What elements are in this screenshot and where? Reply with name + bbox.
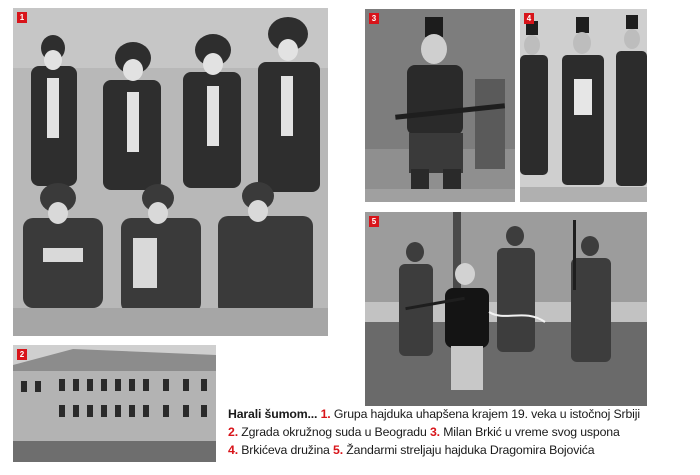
caption-text-3: Milan Brkić u vreme svog uspona — [443, 425, 620, 439]
caption-number-2: 2. — [228, 425, 238, 439]
caption-number-4: 4. — [228, 443, 238, 457]
photo-number-badge-1: 1 — [17, 12, 27, 23]
photo-gendarmes-execution — [365, 212, 647, 406]
photo-hajduk-group — [13, 8, 328, 336]
caption-text-4: Brkićeva družina — [241, 443, 330, 457]
caption-text-5: Žandarmi streljaju hajduka Dragomira Bojovića — [346, 443, 595, 457]
photo-number-badge-4: 4 — [524, 13, 534, 24]
caption-lead: Harali šumom... — [228, 407, 318, 421]
photo-gendarmes-execution-image — [365, 212, 647, 406]
caption-line-2 — [228, 423, 698, 441]
photo-number-badge-5: 5 — [369, 216, 379, 227]
photo-court-building-image — [13, 345, 216, 462]
photo-court-building — [13, 345, 216, 462]
photo-milan-brkic-image — [365, 9, 515, 202]
photo-number-badge-2: 2 — [17, 349, 27, 360]
caption-text-2: Zgrada okružnog suda u Beogradu — [241, 425, 427, 439]
photo-number-badge-3: 3 — [369, 13, 379, 24]
photo-caption — [228, 405, 698, 459]
caption-line-1 — [228, 405, 698, 423]
photo-milan-brkic — [365, 9, 515, 202]
caption-number-1: 1. — [320, 407, 331, 421]
photo-brkic-gang — [520, 9, 647, 202]
photo-hajduk-group-image — [13, 8, 328, 336]
caption-text-1: Grupa hajduka uhapšena krajem 19. veka u istočnoj Srbiji — [333, 407, 640, 421]
caption-number-5: 5. — [333, 443, 343, 457]
caption-line-3 — [228, 441, 698, 459]
caption-number-3: 3. — [429, 425, 440, 439]
photo-brkic-gang-image — [520, 9, 647, 202]
